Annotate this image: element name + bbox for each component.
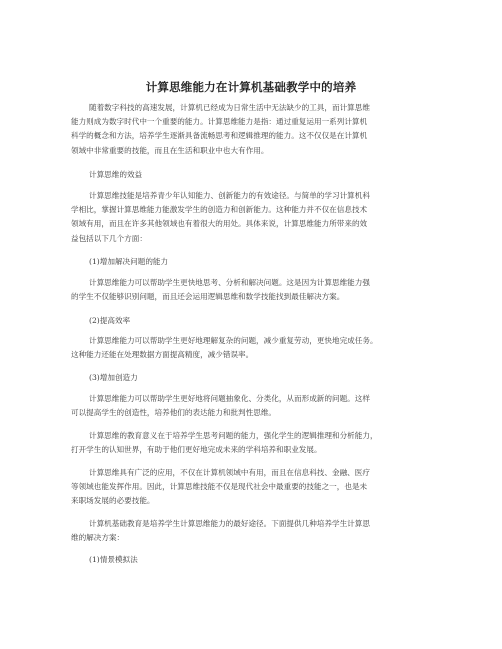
subheading-efficiency: (2)提高效率 [89,316,131,325]
text-line: 这种能力还能在处理数据方面提高精度，减少错误率。 [71,350,254,360]
paragraph-education-meaning [71,429,433,457]
paragraph-intro [71,101,433,158]
text-line: 的学生不仅能够识别问题，而且还会运用逻辑思维和数学技能找到最佳解决方案。 [71,292,345,302]
section-heading-benefits: 计算思维的效益 [89,170,143,179]
text-line: 能力则成为数字时代中一个重要的能力。计算思维能力是指：通过重复运用一系列计算机 [71,117,368,127]
subheading-scenario-simulation: (1)情景模拟法 [89,555,138,564]
text-line: 来职场发展的必要技能。 [71,496,155,506]
text-line: 领域有用，而且在许多其他领域也有着很大的用处。具体来说，计算思维能力所带来的效 [71,219,368,229]
text-line: 计算思维能力可以帮助学生更快地思考、分析和解决问题。这是因为计算思维能力强 [89,278,370,287]
text-line: 计算思维能力可以帮助学生更好地理解复杂的问题，减少重复劳动，更快地完成任务。 [89,336,378,345]
text-line: 领域中非常重要的技能，而且在生活和职业中也大有作用。 [71,145,269,155]
text-line: 益包括以下几个方面： [71,233,147,243]
text-line: 计算思维具有广泛的应用，不仅在计算机领域中有用，而且在信息科技、金融、医疗 [89,468,370,477]
paragraph-problem-solving [71,276,433,304]
paragraph-applications [71,466,433,509]
text-line: 科学的概念和方法，培养学生逐渐具备流畅思考和逻辑推理的能力。这不仅仅是在计算机 [71,131,368,141]
text-line: 学相比，掌握计算思维能力能激发学生的创造力和创新能力。这种能力并不仅在信息技术 [71,205,368,215]
paragraph-efficiency [71,334,433,362]
text-line: 随着数字科技的高速发展，计算机已经成为日常生活中无法缺少的工具，而计算思维 [89,103,370,112]
text-line: 计算思维能力可以帮助学生更好地将问题抽象化、分类化，从而形成新的问题。这样 [89,394,370,403]
paragraph-creativity [71,392,433,420]
paragraph-benefits [71,189,433,246]
text-line: 可以提高学生的创造性，培养他们的表达能力和批判性思维。 [71,408,277,418]
document-title: 计算思维能力在计算机基础教学中的培养 [145,80,357,94]
text-line: 等领域也能发挥作用。因此，计算思维技能不仅是现代社会中最重要的技能之一，也是未 [71,482,368,492]
text-line: 打开学生的认知世界，有助于他们更好地完成未来的学科培养和职业发展。 [71,445,322,455]
text-line: 计算思维技能是培养青少年认知能力、创新能力的有效途径。与简单的学习计算机科 [89,191,370,200]
paragraph-solutions [71,517,433,545]
text-line: 维的解决方案： [71,533,125,543]
text-line: 计算思维的教育意义在于培养学生思考问题的能力，强化学生的逻辑推理和分析能力， [89,431,378,440]
subheading-creativity: (3)增加创造力 [89,373,138,382]
subheading-problem-solving: (1)增加解决问题的能力 [89,257,169,266]
text-line: 计算机基础教育是培养学生计算思维能力的最好途径。下面提供几种培养学生计算思 [89,519,370,528]
